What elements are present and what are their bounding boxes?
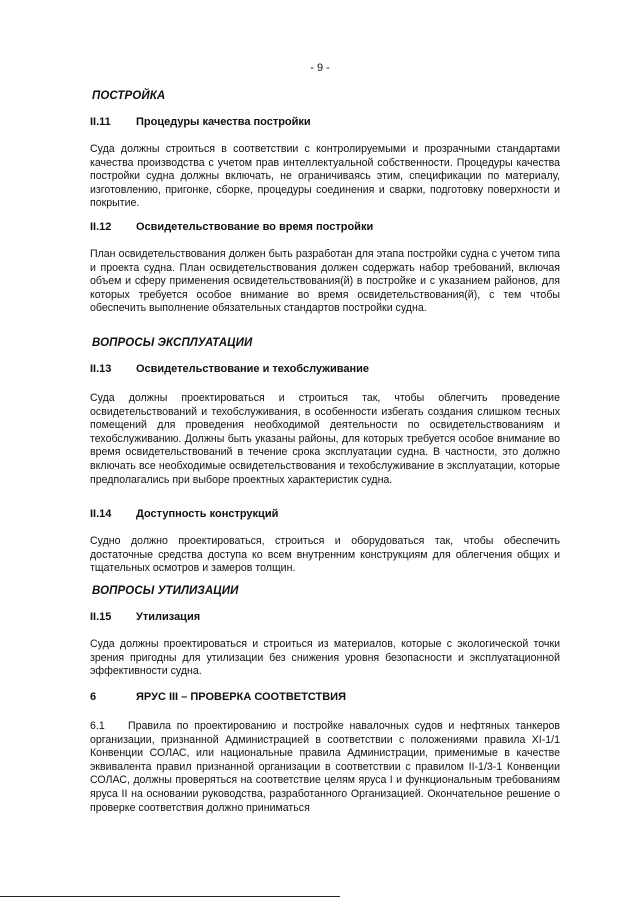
section-II-14-text: Судно должно проектироваться, строиться и оборудоваться так, чтобы обеспечить достаточные средства доступа ко всем внутренним конструкциям для облегчения общих и тщательных осмотров и замеров толщин. bbox=[90, 535, 560, 575]
heading-recycling: ВОПРОСЫ УТИЛИЗАЦИИ bbox=[92, 585, 239, 597]
section-II-14-title bbox=[90, 508, 278, 520]
section-title: Утилизация bbox=[136, 611, 201, 623]
section-number: II.12 bbox=[90, 221, 112, 233]
section-II-13-title bbox=[90, 363, 369, 375]
section-II-11-title bbox=[90, 116, 311, 128]
section-II-15-title bbox=[90, 611, 200, 623]
section-title: Освидетельствование во время постройки bbox=[136, 221, 374, 233]
section-II-15-text: Суда должны проектироваться и строиться из материалов, которые с экологической точки зрения пригодны для утилизации без снижения уровня безопасности и эксплуатационной эффективности судна. bbox=[90, 638, 560, 678]
section-title: ЯРУС III – ПРОВЕРКА СООТВЕТСТВИЯ bbox=[136, 691, 346, 703]
section-6-1-text bbox=[90, 720, 560, 815]
section-title: Процедуры качества постройки bbox=[136, 116, 311, 128]
section-II-13-text: Суда должны проектироваться и строиться так, чтобы облегчить проведение освидетельствований и техобслуживания, в особенности избегать создания слишком тесных помещений для проведения необходимой деятельности по освидетельствованиям и техобслуживанию. Должны быть указаны районы, для которых требуется особое внимание во время освидетельствований в течение срока эксплуатации судна. В частности, это должно включать все необходимые освидетельствования и техобслуживание в эксплуатации, которые предполагались при выборе проектных характеристик судна. bbox=[90, 392, 560, 486]
section-II-12-text: План освидетельствования должен быть разработан для этапа постройки судна с учетом типа и проекта судна. План освидетельствования должен содержать набор требований, включая объем и сферу применения освидетельствования(й) в постройке и с указанием районов, для которых требуется особое внимание во время освидетельствования(й), с тем чтобы обеспечить выполнение обязательных стандартов постройки судна. bbox=[90, 248, 560, 315]
section-number: 6 bbox=[90, 691, 97, 703]
heading-construction: ПОСТРОЙКА bbox=[92, 90, 166, 102]
section-number: II.13 bbox=[90, 363, 112, 375]
section-title: Освидетельствование и техобслуживание bbox=[136, 363, 369, 375]
section-6-title bbox=[90, 691, 346, 703]
footer-rule bbox=[0, 896, 340, 897]
section-II-11-text: Суда должны строиться в соответствии с контролируемыми и прозрачными стандартами качества производства с учетом прав интеллектуальной собственности. Процедуры качества постройки судна должны включать, не ограничиваясь этим, спецификации по материалу, изготовлению, пригонке, сборке, процедуры соединения и сварки, подготовку поверхности и покрытие. bbox=[90, 143, 560, 210]
paragraph-text: Правила по проектированию и постройке навалочных судов и нефтяных танкеров организации, признанной Администрацией в соответствии с положениями правила XI-1/1 Конвенции СОЛАС, или национальные правила Администрации, применимые в качестве эквивалента правил признанной организации в соответствии с правилом II-1/3-1 Конвенции СОЛАС, должны проверяться на соответствие целям яруса I и функциональным требованиям яруса II на основании руководства, разработанного Организацией. Окончательное решение о проверке соответствия должно приниматься bbox=[90, 720, 560, 814]
paragraph-number: 6.1 bbox=[90, 720, 105, 732]
page-number: - 9 - bbox=[310, 62, 330, 74]
section-number: II.11 bbox=[90, 116, 111, 128]
section-II-12-title bbox=[90, 221, 373, 233]
section-number: II.14 bbox=[90, 508, 112, 520]
section-number: II.15 bbox=[90, 611, 112, 623]
heading-operation: ВОПРОСЫ ЭКСПЛУАТАЦИИ bbox=[92, 337, 253, 349]
section-title: Доступность конструкций bbox=[136, 508, 279, 520]
